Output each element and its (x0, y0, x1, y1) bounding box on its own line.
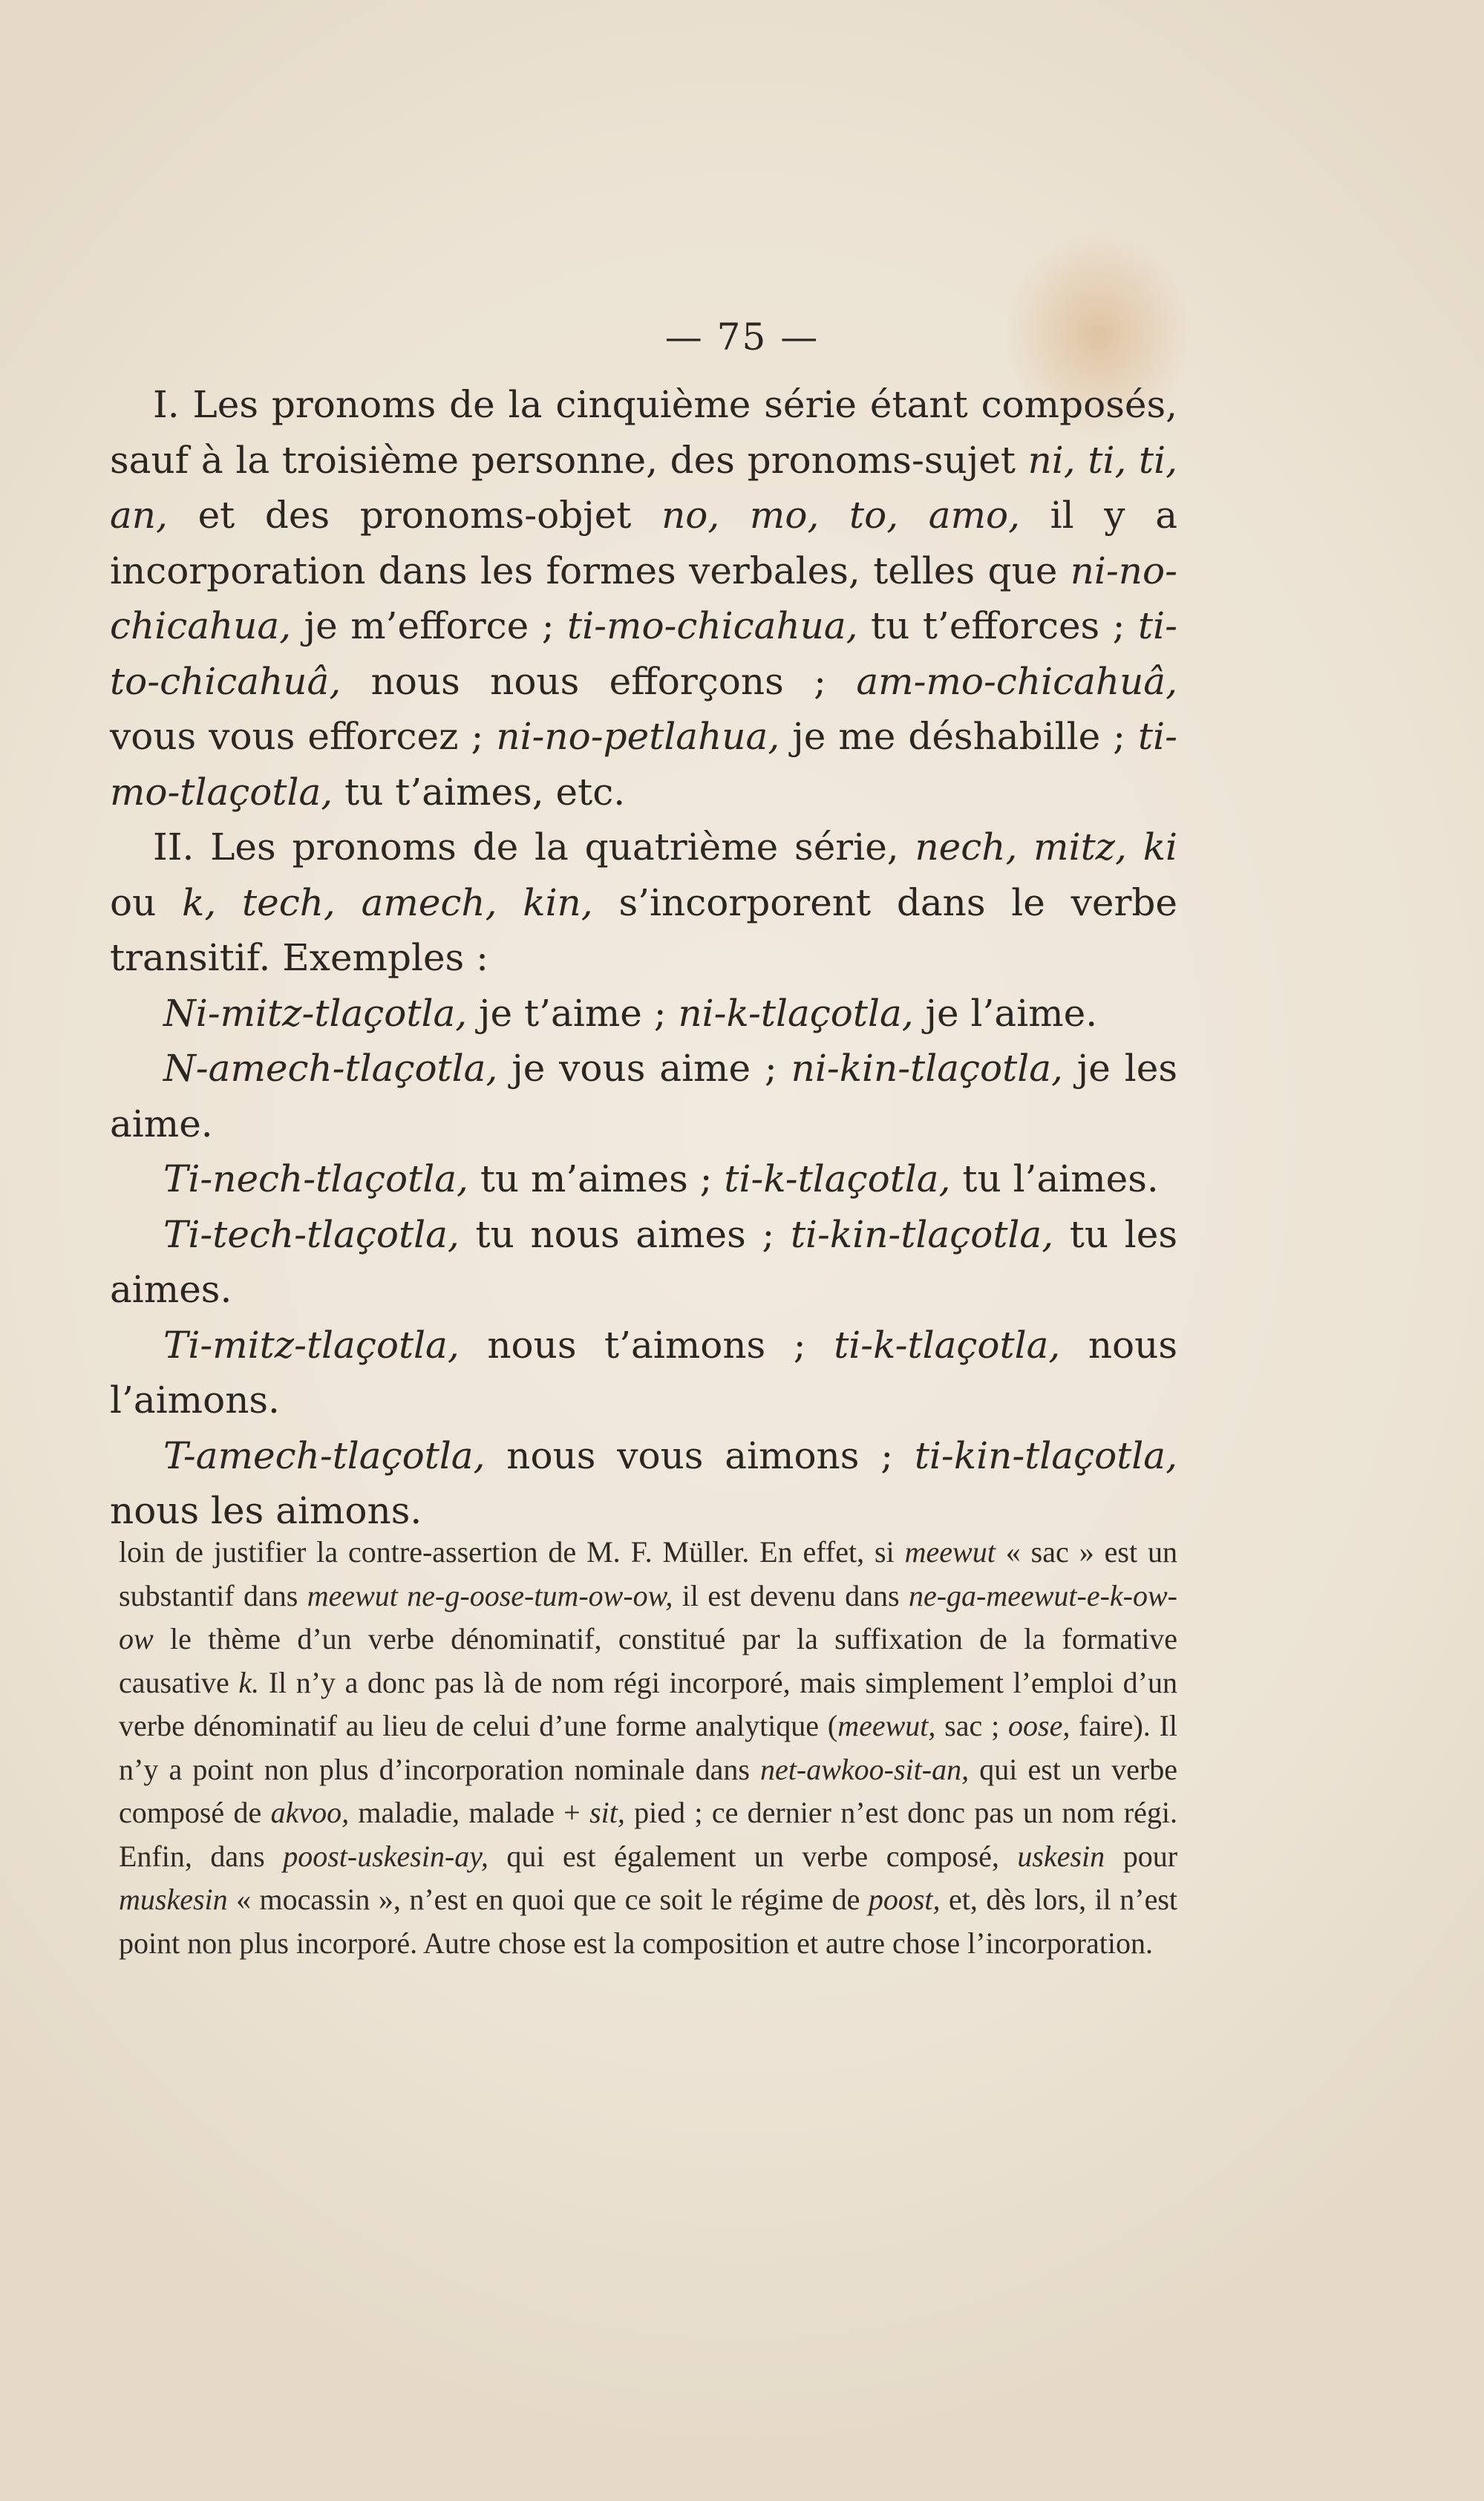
text-run: faire). Il n’y a point non plus d’incorporation nominale dans (119, 1709, 1178, 1786)
italic-term: k. (238, 1665, 260, 1699)
text-run: je les aime. (110, 1047, 1177, 1145)
text-run: maladie, malade + (349, 1796, 590, 1829)
text-run: pour (1105, 1839, 1178, 1873)
text-run: sac ; (935, 1709, 1009, 1742)
italic-term: k, tech, amech, kin, (182, 880, 593, 924)
text-run: tu m’aimes ; (468, 1157, 725, 1200)
example-line (110, 986, 1177, 1042)
italic-term: meewut, (837, 1709, 936, 1742)
text-run: s’incorporent dans le verbe transitif. Exemples : (110, 880, 1177, 979)
example-line (110, 1041, 1177, 1151)
text-run: et des pronoms-objet (167, 494, 662, 537)
italic-term: ne-ga-meewut-e-k-ow-ow (119, 1578, 1177, 1655)
italic-term: N-amech-tlaçotla, (163, 1047, 498, 1090)
text-run: il y a incorporation dans les formes verbales, telles que (110, 494, 1178, 592)
text-run: qui est un verbe composé de (119, 1752, 1177, 1829)
text-run: je me déshabille ; (779, 715, 1139, 758)
footnote-paragraph (119, 1531, 1177, 1965)
footnote-block (119, 1531, 1177, 1965)
text-run: ou (110, 880, 183, 924)
italic-term: net-awkoo-sit-an, (760, 1752, 970, 1786)
italic-term: Ti-mitz-tlaçotla, (163, 1323, 460, 1367)
text-run: pied ; ce dernier n’est donc pas un nom régi. Enfin, dans (119, 1796, 1177, 1873)
italic-term: ti-kin-tlaçotla, (914, 1433, 1177, 1477)
text-run: nous vous aimons ; (485, 1433, 915, 1477)
italic-term: meewut ne-g-oose-tum-ow-ow, (307, 1578, 673, 1612)
italic-term: ni-no-chicahua, (110, 549, 1177, 647)
italic-term: Ti-tech-tlaçotla, (163, 1212, 460, 1256)
text-run: loin de justifier la contre-assertion de M. F. Müller. En effet, si (119, 1535, 905, 1569)
text-run: tu les aimes. (110, 1212, 1177, 1311)
italic-term: ti-to-chicahuâ, (110, 604, 1177, 703)
paragraph-pronoms-cinquieme-serie (110, 377, 1177, 820)
text-run: je t’aime ; (467, 991, 679, 1035)
text-run: Il n’y a donc pas là de nom régi incorporé, mais simplement l’emploi d’un verbe dénominatif au lieu de celui d’une forme analytique ( (119, 1665, 1177, 1742)
italic-term: am-mo-chicahuâ, (856, 659, 1177, 703)
text-run: tu l’aimes. (950, 1157, 1159, 1200)
example-line (110, 1151, 1177, 1207)
paragraph-pronoms-quatrieme-serie (110, 820, 1177, 986)
text-run: et, dès lors, il n’est point non plus incorporé. Autre chose est la composition et autre chose l’incorporation. (119, 1883, 1177, 1960)
text-run: le thème d’un verbe dénominatif, constitué par la suffixation de la formative causative (119, 1622, 1177, 1699)
text-run: je l’aime. (913, 991, 1098, 1035)
italic-term: ni-kin-tlaçotla, (791, 1047, 1063, 1090)
text-run: « mocassin », n’est en quoi que ce soit le régime de (227, 1883, 869, 1916)
text-run: nous les aimons. (110, 1489, 422, 1532)
italic-term: ti-mo-tlaçotla, (110, 715, 1177, 814)
text-run: II. Les pronoms de la quatrième série, (153, 826, 915, 869)
text-run: je vous aime ; (497, 1047, 791, 1090)
italic-term: ti-k-tlaçotla, (724, 1157, 951, 1200)
italic-term: ti-k-tlaçotla, (834, 1323, 1061, 1367)
italic-term: akvoo, (270, 1796, 350, 1829)
italic-term: nech, mitz, ki (915, 826, 1178, 869)
italic-term: ni-no-petlahua, (496, 715, 780, 758)
example-line (110, 1207, 1177, 1318)
italic-term: Ni-mitz-tlaçotla, (163, 991, 468, 1035)
text-run: nous nous efforçons ; (341, 659, 857, 703)
italic-term: Ti-nech-tlaçotla, (163, 1157, 468, 1200)
text-run: nous l’aimons. (110, 1323, 1178, 1422)
italic-term: uskesin (1017, 1839, 1105, 1873)
italic-term: ti-kin-tlaçotla, (790, 1212, 1054, 1256)
italic-term: poost-uskesin-ay, (283, 1839, 488, 1873)
italic-term: T-amech-tlaçotla, (163, 1433, 486, 1477)
text-run: qui est également un verbe composé, (488, 1839, 1018, 1873)
text-run: il est devenu dans (673, 1578, 909, 1612)
main-text (110, 377, 1177, 1539)
example-line (110, 1318, 1177, 1428)
italic-term: muskesin (119, 1883, 228, 1916)
italic-term: no, mo, to, amo, (661, 494, 1020, 537)
italic-term: meewut (904, 1535, 996, 1569)
italic-term: ni, ti, ti, an, (110, 438, 1177, 537)
page-number: — 75 — (664, 316, 820, 359)
text-run: vous vous efforcez ; (110, 715, 497, 758)
example-line (110, 1428, 1177, 1539)
text-run: « sac » est un substantif dans (119, 1535, 1177, 1612)
text-run: nous t’aimons ; (459, 1323, 834, 1367)
italic-term: ti-mo-chicahua, (567, 604, 858, 647)
italic-term: sit, (589, 1796, 625, 1829)
italic-term: ni-k-tlaçotla, (678, 991, 914, 1035)
text-run: tu t’efforces ; (857, 604, 1139, 647)
italic-term: poost, (868, 1883, 941, 1916)
italic-term: oose, (1008, 1709, 1070, 1742)
text-run: I. Les pronoms de la cinquième série étant composés, sauf à la troisième personne, des pronoms-sujet (110, 383, 1177, 482)
text-run: je m’efforce ; (291, 604, 568, 647)
text-run: tu t’aimes, etc. (333, 770, 626, 814)
text-run: tu nous aimes ; (459, 1212, 791, 1256)
